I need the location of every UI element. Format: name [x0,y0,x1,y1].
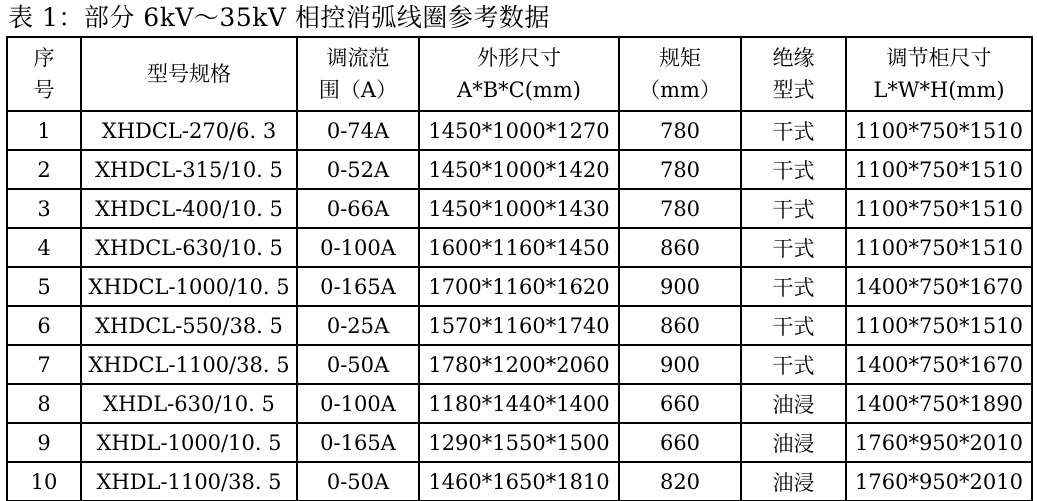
table-cell-gauge: 780 [619,111,741,150]
table-cell-model-spec: XHDL-630/10. 5 [81,384,297,423]
table-cell-current-range: 0-165A [297,267,419,306]
table-cell-insulation-type: 干式 [741,150,846,189]
table-cell-outer-dimensions: 1450*1000*1270 [419,111,619,150]
table-cell-current-range: 0-50A [297,462,419,501]
table-cell-outer-dimensions: 1700*1160*1620 [419,267,619,306]
table-cell-insulation-type: 干式 [741,306,846,345]
table-cell-cabinet-dimensions: 1760*950*2010 [846,423,1032,462]
table-cell-outer-dimensions: 1450*1000*1430 [419,189,619,228]
table-cell-outer-dimensions: 1570*1160*1740 [419,306,619,345]
table-title: 表 1：部分 6kV～35kV 相控消弧线圈参考数据 [8,3,550,32]
table-cell-insulation-type: 干式 [741,228,846,267]
table-cell-serial-number: 4 [7,228,81,267]
table-cell-model-spec: XHDCL-630/10. 5 [81,228,297,267]
table-cell-cabinet-dimensions: 1100*750*1510 [846,306,1032,345]
table-cell-current-range: 0-74A [297,111,419,150]
table-cell-gauge: 660 [619,384,741,423]
table-cell-current-range: 0-100A [297,384,419,423]
table-cell-cabinet-dimensions: 1400*750*1670 [846,345,1032,384]
column-header-serial-number: 序 号 [7,37,81,111]
table-row [7,423,1032,462]
table-row [7,462,1032,501]
table-cell-gauge: 860 [619,306,741,345]
table-cell-serial-number: 9 [7,423,81,462]
table-cell-gauge: 780 [619,189,741,228]
table-cell-serial-number: 10 [7,462,81,501]
column-header-outer-dimensions: 外形尺寸 A*B*C(mm) [419,37,619,111]
table-cell-cabinet-dimensions: 1400*750*1670 [846,267,1032,306]
table-cell-current-range: 0-165A [297,423,419,462]
spec-table [6,36,1033,501]
table-cell-outer-dimensions: 1450*1000*1420 [419,150,619,189]
table-cell-current-range: 0-50A [297,345,419,384]
table-cell-outer-dimensions: 1290*1550*1500 [419,423,619,462]
table-cell-serial-number: 2 [7,150,81,189]
table-cell-gauge: 660 [619,423,741,462]
table-row [7,189,1032,228]
column-header-cabinet-dimensions: 调节柜尺寸 L*W*H(mm) [846,37,1032,111]
table-cell-cabinet-dimensions: 1100*750*1510 [846,150,1032,189]
table-cell-outer-dimensions: 1780*1200*2060 [419,345,619,384]
table-cell-cabinet-dimensions: 1400*750*1890 [846,384,1032,423]
table-cell-gauge: 860 [619,228,741,267]
table-cell-gauge: 780 [619,150,741,189]
table-cell-insulation-type: 油浸 [741,462,846,501]
table-cell-cabinet-dimensions: 1100*750*1510 [846,228,1032,267]
table-row [7,111,1032,150]
table-cell-insulation-type: 干式 [741,111,846,150]
table-cell-model-spec: XHDCL-315/10. 5 [81,150,297,189]
column-header-gauge: 规矩 （mm） [619,37,741,111]
column-header-insulation-type: 绝缘 型式 [741,37,846,111]
table-cell-insulation-type: 油浸 [741,423,846,462]
table-cell-model-spec: XHDL-1100/38. 5 [81,462,297,501]
table-cell-serial-number: 1 [7,111,81,150]
table-cell-serial-number: 7 [7,345,81,384]
table-cell-insulation-type: 干式 [741,267,846,306]
column-header-model-spec: 型号规格 [81,37,297,111]
table-cell-insulation-type: 干式 [741,189,846,228]
table-cell-model-spec: XHDCL-1000/10. 5 [81,267,297,306]
table-cell-current-range: 0-52A [297,150,419,189]
table-cell-cabinet-dimensions: 1760*950*2010 [846,462,1032,501]
table-cell-current-range: 0-66A [297,189,419,228]
table-row [7,384,1032,423]
table-cell-gauge: 900 [619,345,741,384]
table-cell-model-spec: XHDCL-400/10. 5 [81,189,297,228]
table-cell-model-spec: XHDCL-270/6. 3 [81,111,297,150]
table-cell-outer-dimensions: 1600*1160*1450 [419,228,619,267]
table-cell-serial-number: 6 [7,306,81,345]
table-cell-cabinet-dimensions: 1100*750*1510 [846,189,1032,228]
table-cell-serial-number: 8 [7,384,81,423]
table-cell-gauge: 820 [619,462,741,501]
table-row [7,306,1032,345]
table-cell-serial-number: 5 [7,267,81,306]
table-row [7,267,1032,306]
table-cell-outer-dimensions: 1180*1440*1400 [419,384,619,423]
table-cell-cabinet-dimensions: 1100*750*1510 [846,111,1032,150]
table-cell-model-spec: XHDCL-1100/38. 5 [81,345,297,384]
table-row [7,228,1032,267]
header-row [7,37,1032,111]
table-row [7,345,1032,384]
table-cell-insulation-type: 干式 [741,345,846,384]
column-header-current-range: 调流范 围（A） [297,37,419,111]
table-cell-outer-dimensions: 1460*1650*1810 [419,462,619,501]
table-cell-model-spec: XHDCL-550/38. 5 [81,306,297,345]
table-cell-current-range: 0-100A [297,228,419,267]
table-body [7,111,1032,501]
table-cell-current-range: 0-25A [297,306,419,345]
table-cell-model-spec: XHDL-1000/10. 5 [81,423,297,462]
table-cell-insulation-type: 油浸 [741,384,846,423]
table-row [7,150,1032,189]
table-cell-gauge: 900 [619,267,741,306]
table-cell-serial-number: 3 [7,189,81,228]
